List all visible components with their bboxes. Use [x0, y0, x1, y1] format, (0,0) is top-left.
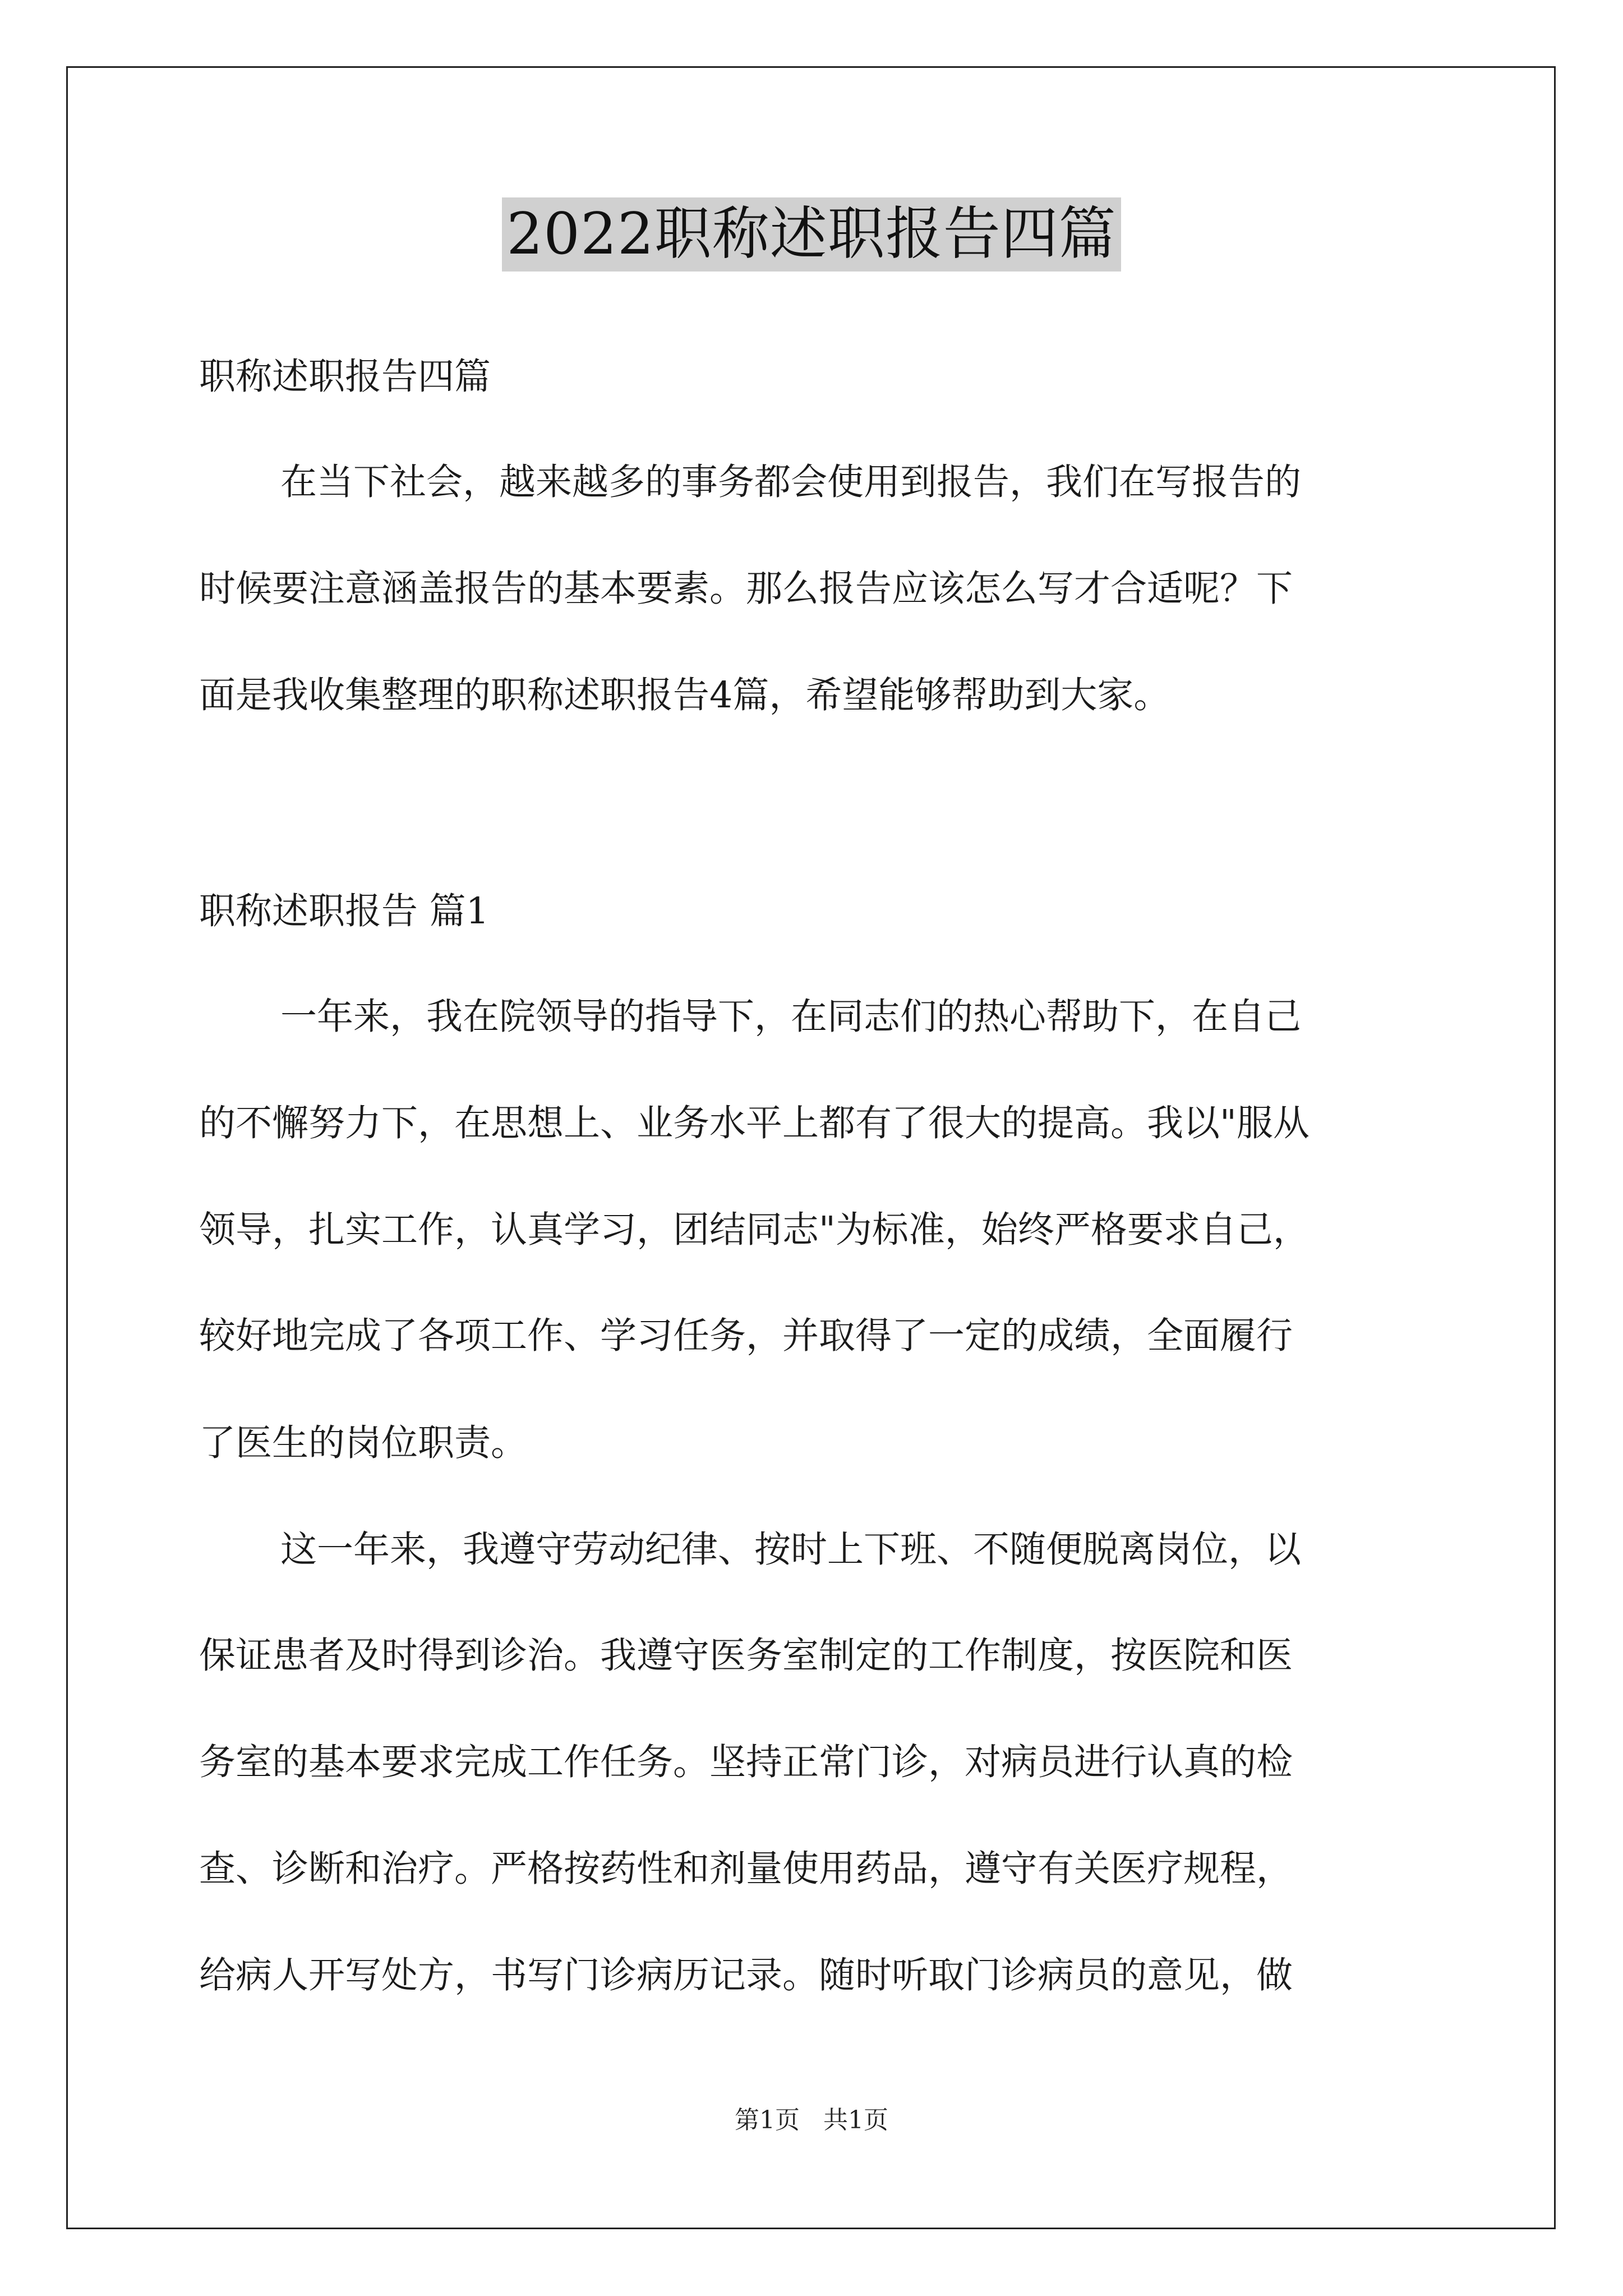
title-container [0, 197, 1623, 272]
para1-line-3: 领导，扎实工作，认真学习，团结同志"为标准，始终严格要求自己， [199, 1209, 1310, 1251]
page-footer: 第1页 共1页 [735, 2106, 888, 2134]
intro-line-1: 在当下社会，越来越多的事务都会使用到报告，我们在写报告的 [280, 461, 1302, 503]
para2-line-5: 给病人开写处方，书写门诊病历记录。随时听取门诊病员的意见，做 [199, 1954, 1293, 1996]
para2-line-2: 保证患者及时得到诊治。我遵守医务室制定的工作制度，按医院和医 [199, 1635, 1293, 1677]
para2-line-3: 务室的基本要求完成工作任务。坚持正常门诊，对病员进行认真的检 [199, 1741, 1293, 1783]
para2-line-1: 这一年来，我遵守劳动纪律、按时上下班、不随便脱离岗位，以 [280, 1529, 1302, 1571]
document-subtitle: 职称述职报告四篇 [199, 356, 491, 398]
document-title: 2022职称述职报告四篇 [502, 197, 1121, 272]
intro-line-2: 时候要注意涵盖报告的基本要素。那么报告应该怎么写才合适呢？下 [199, 568, 1293, 610]
para1-line-5: 了医生的岗位职责。 [199, 1422, 528, 1464]
para2-line-4: 查、诊断和治疗。严格按药性和剂量使用药品，遵守有关医疗规程， [199, 1848, 1293, 1890]
section-heading: 职称述职报告 篇1 [199, 890, 490, 932]
intro-line-3: 面是我收集整理的职称述职报告4篇，希望能够帮助到大家。 [199, 674, 1170, 716]
para1-line-2: 的不懈努力下，在思想上、业务水平上都有了很大的提高。我以"服从 [199, 1102, 1310, 1144]
para1-line-1: 一年来，我在院领导的指导下，在同志们的热心帮助下，在自己 [280, 996, 1302, 1038]
para1-line-4: 较好地完成了各项工作、学习任务，并取得了一定的成绩，全面履行 [199, 1315, 1293, 1357]
